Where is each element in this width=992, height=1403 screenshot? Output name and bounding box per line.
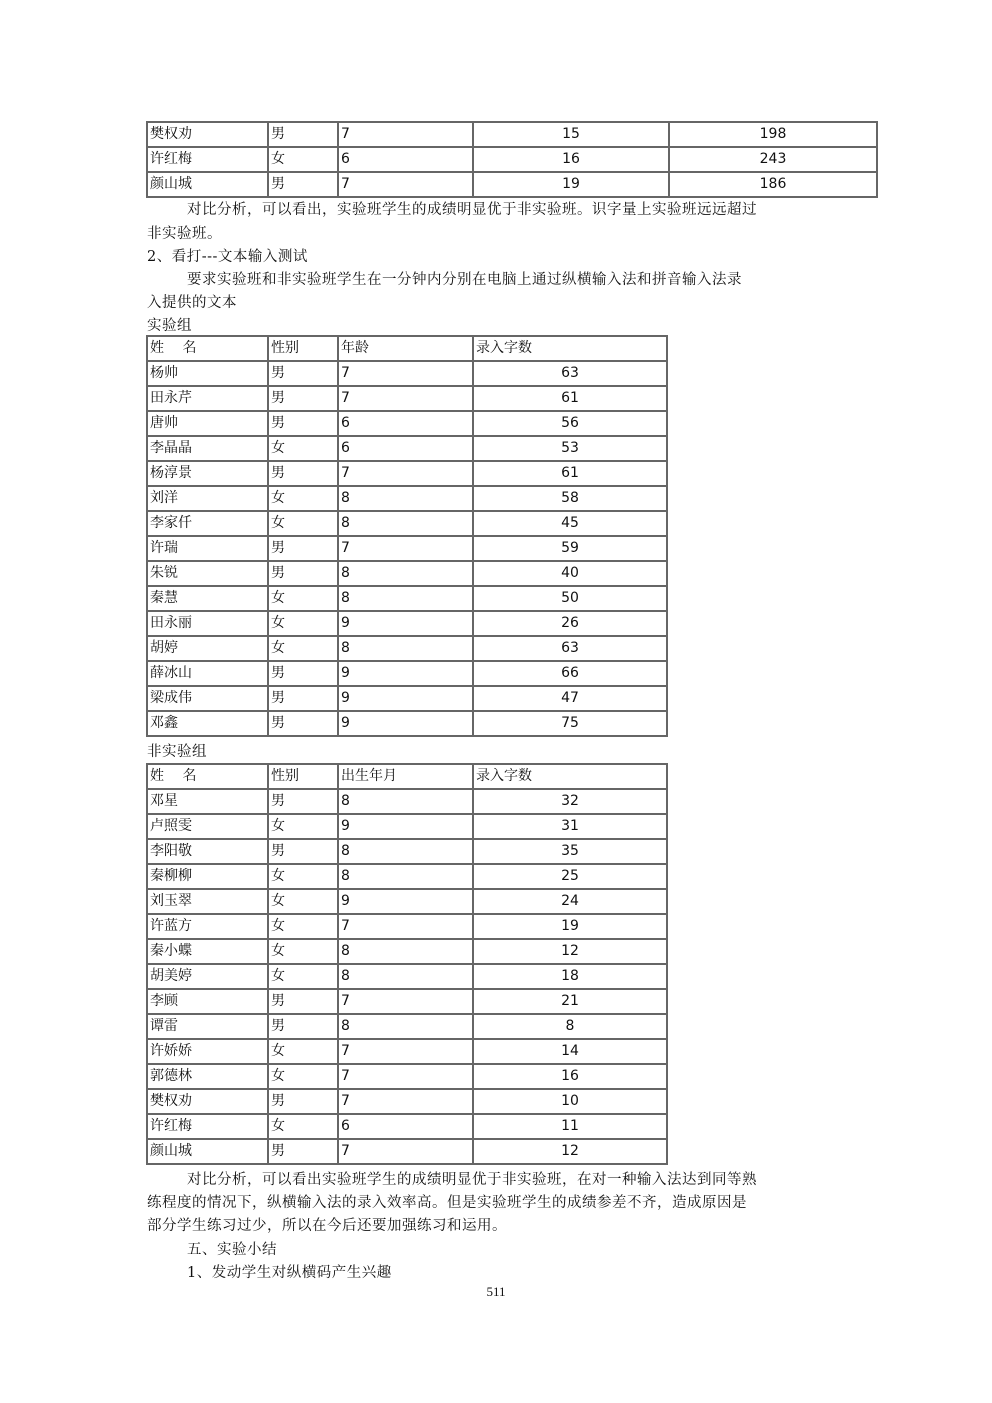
table-cell: 男 [268, 789, 338, 814]
table-cell: 16 [473, 147, 669, 172]
table-row [147, 686, 667, 711]
table-cell: 女 [268, 1114, 338, 1139]
table-row [147, 789, 667, 814]
table-cell: 40 [473, 561, 667, 586]
table-cell: 杨淳景 [147, 461, 268, 486]
table-cell: 21 [473, 989, 667, 1014]
table-cell: 男 [268, 1089, 338, 1114]
header-cell: 姓 名 [147, 764, 268, 789]
table-cell: 男 [268, 839, 338, 864]
table-cell: 男 [268, 122, 338, 147]
table-cell: 8 [338, 939, 473, 964]
table-row [147, 611, 667, 636]
table-row [147, 989, 667, 1014]
table-cell: 7 [338, 461, 473, 486]
table-cell: 女 [268, 864, 338, 889]
top-score-table [147, 122, 877, 197]
table-cell: 32 [473, 789, 667, 814]
table-cell: 47 [473, 686, 667, 711]
table-cell: 14 [473, 1039, 667, 1064]
table-cell: 7 [338, 914, 473, 939]
table-cell: 女 [268, 611, 338, 636]
table-row [147, 839, 667, 864]
header-cell: 录入字数 [473, 764, 667, 789]
analysis-paragraph-2-line-2: 练程度的情况下，纵横输入法的录入效率高。但是实验班学生的成绩参差不齐，造成原因是 [147, 1195, 747, 1211]
table-cell: 男 [268, 561, 338, 586]
table-row [147, 561, 667, 586]
table-cell: 颜山城 [147, 172, 268, 197]
table-row [147, 486, 667, 511]
table-cell: 许红梅 [147, 1114, 268, 1139]
table-cell: 10 [473, 1089, 667, 1114]
table-cell: 郭德林 [147, 1064, 268, 1089]
table-cell: 53 [473, 436, 667, 461]
table-cell: 6 [338, 147, 473, 172]
table-cell: 9 [338, 889, 473, 914]
control-group-table [147, 764, 667, 1164]
table-cell: 45 [473, 511, 667, 536]
table-cell: 8 [338, 864, 473, 889]
table-cell: 9 [338, 611, 473, 636]
table-cell: 男 [268, 661, 338, 686]
table-cell: 7 [338, 172, 473, 197]
control-group-label: 非实验组 [147, 744, 207, 760]
table-cell: 8 [473, 1014, 667, 1039]
table-cell: 刘玉翠 [147, 889, 268, 914]
table-cell: 秦慧 [147, 586, 268, 611]
header-cell: 出生年月 [338, 764, 473, 789]
table-cell: 女 [268, 964, 338, 989]
table-row [147, 411, 667, 436]
table-cell: 许红梅 [147, 147, 268, 172]
summary-item-1: 1、发动学生对纵横码产生兴趣 [187, 1265, 392, 1281]
table-cell: 7 [338, 122, 473, 147]
table-row [147, 661, 667, 686]
table-cell: 女 [268, 914, 338, 939]
table-row [147, 1114, 667, 1139]
table-cell: 秦柳柳 [147, 864, 268, 889]
table-cell: 樊权劝 [147, 1089, 268, 1114]
table-cell: 9 [338, 711, 473, 736]
table-cell: 邓鑫 [147, 711, 268, 736]
table-cell: 男 [268, 361, 338, 386]
table-row [147, 939, 667, 964]
table-cell: 李阳敬 [147, 839, 268, 864]
table-cell: 63 [473, 636, 667, 661]
table-cell: 7 [338, 1139, 473, 1164]
table-row [147, 436, 667, 461]
table-cell: 胡婷 [147, 636, 268, 661]
table-cell: 女 [268, 636, 338, 661]
table-cell: 刘洋 [147, 486, 268, 511]
table-row [147, 122, 877, 147]
table-row [147, 711, 667, 736]
table-cell: 58 [473, 486, 667, 511]
table-cell: 杨帅 [147, 361, 268, 386]
table-cell: 7 [338, 1089, 473, 1114]
table-cell: 胡美婷 [147, 964, 268, 989]
table-row [147, 461, 667, 486]
analysis-paragraph-2-line-3: 部分学生练习过少，所以在今后还要加强练习和运用。 [147, 1218, 507, 1234]
table-cell: 6 [338, 436, 473, 461]
table-cell: 樊权劝 [147, 122, 268, 147]
section-2-title: 2、看打---文本输入测试 [147, 249, 308, 265]
table-cell: 12 [473, 1139, 667, 1164]
table-cell: 男 [268, 172, 338, 197]
table-cell: 女 [268, 814, 338, 839]
table-cell: 谭雷 [147, 1014, 268, 1039]
table-cell: 秦小蝶 [147, 939, 268, 964]
table-cell: 7 [338, 1039, 473, 1064]
header-cell: 年龄 [338, 336, 473, 361]
table-cell: 男 [268, 386, 338, 411]
table-cell: 7 [338, 536, 473, 561]
table-cell: 12 [473, 939, 667, 964]
table-row [147, 889, 667, 914]
table-cell: 许娇娇 [147, 1039, 268, 1064]
table-cell: 7 [338, 989, 473, 1014]
table-cell: 8 [338, 486, 473, 511]
table-cell: 26 [473, 611, 667, 636]
table-cell: 邓星 [147, 789, 268, 814]
table-cell: 男 [268, 1014, 338, 1039]
table-header-row [147, 764, 667, 789]
table-cell: 6 [338, 1114, 473, 1139]
table-cell: 男 [268, 989, 338, 1014]
table-row [147, 536, 667, 561]
table-row [147, 172, 877, 197]
table-cell: 75 [473, 711, 667, 736]
table-cell: 31 [473, 814, 667, 839]
analysis-paragraph-2-line-1: 对比分析，可以看出实验班学生的成绩明显优于非实验班，在对一种输入法达到同等熟 [187, 1172, 757, 1188]
table-cell: 35 [473, 839, 667, 864]
test-description-line-1: 要求实验班和非实验班学生在一分钟内分别在电脑上通过纵横输入法和拼音输入法录 [187, 272, 742, 288]
experimental-group-table [147, 336, 667, 736]
table-cell: 女 [268, 1064, 338, 1089]
header-cell: 姓 名 [147, 336, 268, 361]
table-cell: 15 [473, 122, 669, 147]
table-cell: 梁成伟 [147, 686, 268, 711]
table-cell: 颜山城 [147, 1139, 268, 1164]
table-row [147, 914, 667, 939]
table-row [147, 386, 667, 411]
table-cell: 女 [268, 1039, 338, 1064]
table-row [147, 1089, 667, 1114]
table-row [147, 864, 667, 889]
table-cell: 8 [338, 511, 473, 536]
table-cell: 56 [473, 411, 667, 436]
table-cell: 薛冰山 [147, 661, 268, 686]
table-cell: 6 [338, 411, 473, 436]
table-cell: 女 [268, 147, 338, 172]
table-cell: 卢照雯 [147, 814, 268, 839]
table-cell: 7 [338, 361, 473, 386]
table-cell: 田永丽 [147, 611, 268, 636]
test-description-line-2: 入提供的文本 [147, 295, 237, 311]
table-cell: 8 [338, 561, 473, 586]
page-number: 511 [486, 1284, 506, 1299]
header-cell: 录入字数 [473, 336, 667, 361]
table-cell: 8 [338, 964, 473, 989]
table-row [147, 361, 667, 386]
table-cell: 李晶晶 [147, 436, 268, 461]
header-cell: 性别 [268, 336, 338, 361]
table-cell: 66 [473, 661, 667, 686]
analysis-paragraph-1-line-2: 非实验班。 [147, 226, 222, 242]
table-cell: 女 [268, 486, 338, 511]
table-cell: 11 [473, 1114, 667, 1139]
table-cell: 女 [268, 511, 338, 536]
table-cell: 198 [669, 122, 877, 147]
table-cell: 李顾 [147, 989, 268, 1014]
table-cell: 唐帅 [147, 411, 268, 436]
table-cell: 59 [473, 536, 667, 561]
table-cell: 18 [473, 964, 667, 989]
table-row [147, 1039, 667, 1064]
table-cell: 8 [338, 789, 473, 814]
section-5-title: 五、实验小结 [187, 1242, 277, 1258]
table-cell: 186 [669, 172, 877, 197]
table-cell: 男 [268, 411, 338, 436]
table-cell: 女 [268, 586, 338, 611]
table-cell: 许蓝方 [147, 914, 268, 939]
table-row [147, 1064, 667, 1089]
table-cell: 男 [268, 461, 338, 486]
experimental-group-label: 实验组 [147, 318, 192, 334]
table-cell: 63 [473, 361, 667, 386]
table-cell: 243 [669, 147, 877, 172]
table-cell: 9 [338, 661, 473, 686]
table-cell: 9 [338, 686, 473, 711]
table-cell: 许瑞 [147, 536, 268, 561]
table-cell: 男 [268, 686, 338, 711]
table-cell: 8 [338, 586, 473, 611]
table-row [147, 147, 877, 172]
table-cell: 50 [473, 586, 667, 611]
table-cell: 朱锐 [147, 561, 268, 586]
table-cell: 男 [268, 1139, 338, 1164]
table-cell: 男 [268, 536, 338, 561]
table-cell: 8 [338, 1014, 473, 1039]
table-row [147, 1014, 667, 1039]
table-cell: 16 [473, 1064, 667, 1089]
table-cell: 女 [268, 436, 338, 461]
analysis-paragraph-1-line-1: 对比分析，可以看出，实验班学生的成绩明显优于非实验班。识字量上实验班远远超过 [187, 202, 757, 218]
table-row [147, 1139, 667, 1164]
table-cell: 61 [473, 461, 667, 486]
table-cell: 19 [473, 914, 667, 939]
table-cell: 25 [473, 864, 667, 889]
table-cell: 7 [338, 386, 473, 411]
header-cell: 性别 [268, 764, 338, 789]
table-cell: 9 [338, 814, 473, 839]
table-cell: 8 [338, 839, 473, 864]
table-cell: 61 [473, 386, 667, 411]
table-row [147, 586, 667, 611]
table-header-row [147, 336, 667, 361]
table-cell: 田永芹 [147, 386, 268, 411]
table-cell: 8 [338, 636, 473, 661]
table-cell: 李家仟 [147, 511, 268, 536]
table-cell: 24 [473, 889, 667, 914]
table-cell: 女 [268, 889, 338, 914]
table-cell: 男 [268, 711, 338, 736]
table-row [147, 636, 667, 661]
table-cell: 7 [338, 1064, 473, 1089]
table-row [147, 511, 667, 536]
table-cell: 女 [268, 939, 338, 964]
table-row [147, 814, 667, 839]
table-row [147, 964, 667, 989]
table-cell: 19 [473, 172, 669, 197]
